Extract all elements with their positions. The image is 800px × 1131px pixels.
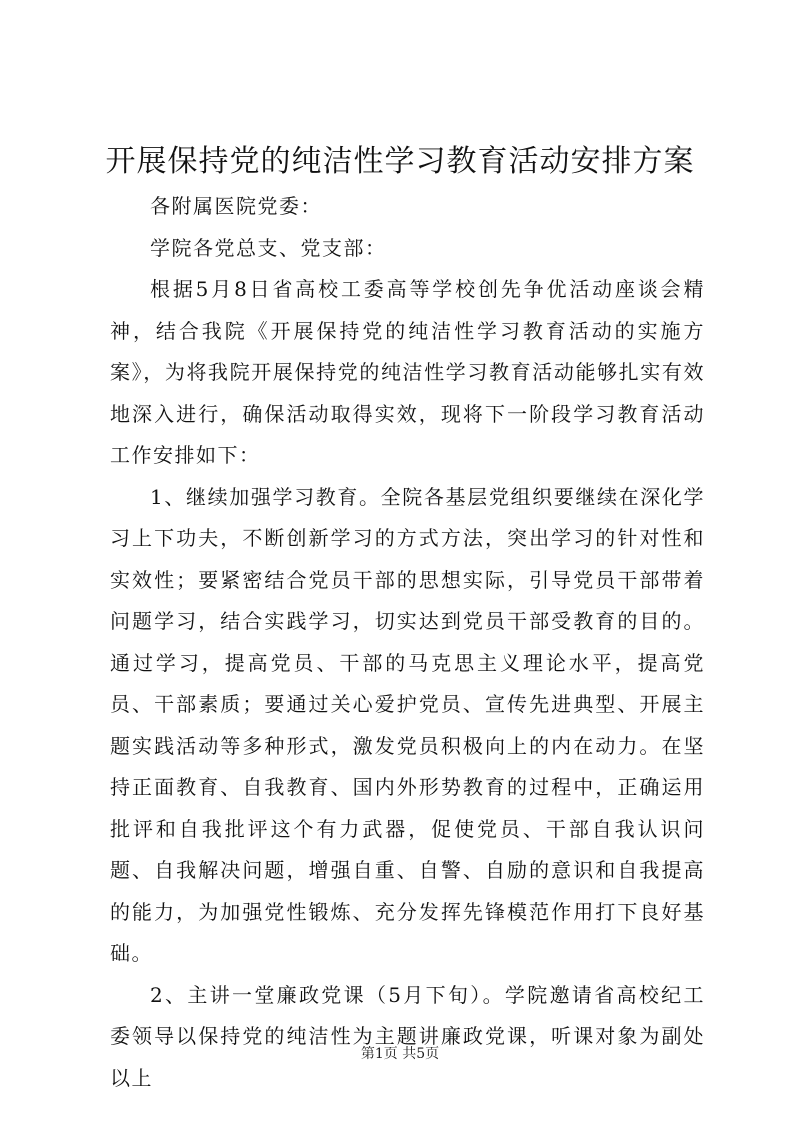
paragraph-intro: 根据5月8日省高校工委高等学校创先争优活动座谈会精神，结合我院《开展保持党的纯洁性学习教育活动的实施方案》，为将我院开展保持党的纯洁性学习教育活动能够扎实有效地深入进行，确保活动取得实效，现将下一阶段学习教育活动工作安排如下： bbox=[110, 277, 705, 467]
paragraph-item-2: 2、主讲一堂廉政党课（5月下旬）。学院邀请省高校纪工委领导以保持党的纯洁性为主题讲廉政党课，听课对象为副处以上 bbox=[110, 982, 705, 1090]
document-body bbox=[110, 186, 705, 1099]
salutation-hospitals: 各附属医院党委： bbox=[150, 194, 322, 218]
salutation-branches: 学院各党总支、党支部： bbox=[150, 235, 387, 260]
paragraph-item-1: 1、继续加强学习教育。全院各基层党组织要继续在深化学习上下功夫，不断创新学习的方式方法，突出学习的针对性和实效性；要紧密结合党员干部的思想实际，引导党员干部带着问题学习，结合实践学习，切实达到党员干部受教育的目的。通过学习，提高党员、干部的马克思主义理论水平，提高党员、干部素质；要通过关心爱护党员、宣传先进典型、开展主题实践活动等多种形式，激发党员积极向上的内在动力。在坚持正面教育、自我教育、国内外形势教育的过程中，正确运用批评和自我批评这个有力武器，促使党员、干部自我认识问题、自我解决问题，增强自重、自警、自励的意识和自我提高的能力，为加强党性锻炼、充分发挥先锋模范作用打下良好基础。 bbox=[110, 484, 705, 965]
page-title: 开展保持党的纯洁性学习教育活动安排方案 bbox=[105, 144, 695, 179]
page-number-footer: 第1页 共5页 bbox=[360, 1046, 440, 1062]
